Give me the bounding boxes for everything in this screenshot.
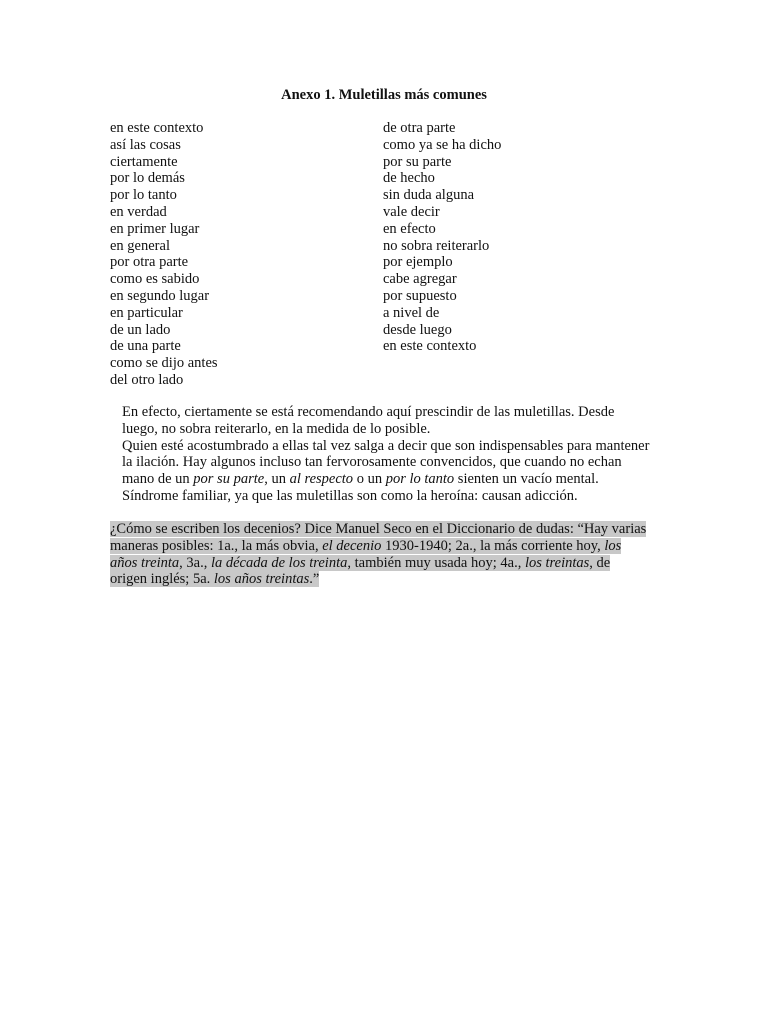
- text-run: sienten un vacío mental. Síndrome familiar, ya que las muletillas son como la heroína: causan adicción.: [122, 471, 599, 504]
- text-run: Quien esté acostumbrado a ellas tal vez salga a decir que son indispensables para mantener la ilación. Hay algunos incluso tan fervorosamente convencidos, que cuando no echan mano de un: [122, 437, 650, 488]
- italic-phrase: los años treintas: [213, 571, 310, 588]
- list-item: en este contexto: [110, 120, 204, 136]
- list-item: vale decir: [383, 203, 440, 220]
- list-item: del otro lado: [110, 371, 184, 388]
- list-item: en efecto: [383, 220, 436, 237]
- list-item: por su parte: [383, 153, 452, 170]
- page-title: Anexo 1. Muletillas más comunes: [281, 87, 487, 103]
- list-item: como se dijo antes: [110, 355, 218, 372]
- list-item: de hecho: [383, 170, 435, 187]
- list-item: de un lado: [110, 321, 171, 338]
- list-item: de una parte: [110, 338, 181, 355]
- list-item: de otra parte: [383, 120, 456, 136]
- list-item: no sobra reiterarlo: [383, 237, 490, 254]
- paragraph-decenios-highlighted: [110, 521, 650, 588]
- list-item: por lo demás: [110, 170, 185, 187]
- paragraph-sentence: [110, 438, 650, 505]
- highlighted-text: [110, 521, 646, 587]
- list-item: por lo tanto: [110, 187, 177, 204]
- italic-phrase: por su parte: [193, 471, 265, 488]
- list-item: en general: [110, 237, 170, 254]
- text-run: o un: [353, 471, 386, 488]
- list-item: ciertamente: [110, 153, 178, 170]
- list-item: a nivel de: [383, 304, 440, 321]
- italic-phrase: el decenio: [322, 537, 382, 554]
- list-item: en este contexto: [383, 338, 477, 355]
- text-run: , también muy usada hoy; 4a.,: [347, 554, 525, 571]
- list-item: así las cosas: [110, 136, 181, 153]
- italic-phrase: los treintas: [524, 554, 590, 571]
- list-item: en primer lugar: [110, 220, 200, 237]
- paragraph-sentence: En efecto, ciertamente se está recomendando aquí prescindir de las muletillas. Desde luego, no sobra reiterarlo, en la medida de lo posible.: [122, 404, 615, 437]
- list-item: en verdad: [110, 203, 167, 220]
- list-item: como ya se ha dicho: [383, 136, 502, 153]
- italic-phrase: por lo tanto: [385, 471, 455, 488]
- italic-phrase: la década de los treinta: [210, 554, 348, 571]
- muletillas-list-right: [383, 120, 501, 355]
- text-run: 1930-1940; 2a., la más corriente hoy,: [381, 537, 605, 554]
- text-run: , de origen inglés; 5a.: [110, 554, 611, 588]
- list-item: como es sabido: [110, 271, 200, 288]
- text-run: ¿Cómo se escriben los decenios? Dice Manuel Seco en el Diccionario de dudas: “Hay varias maneras posibles: 1a., la más obvia,: [110, 521, 647, 554]
- paragraph-muletillas: [110, 404, 650, 505]
- text-run: , 3a.,: [179, 554, 211, 571]
- list-item: por ejemplo: [383, 254, 453, 271]
- list-item: en particular: [110, 304, 183, 321]
- italic-phrase: los años treinta: [110, 537, 622, 571]
- list-item: sin duda alguna: [383, 187, 475, 204]
- text-run: .”: [309, 571, 320, 588]
- italic-phrase: al respecto: [289, 471, 354, 488]
- list-item: en segundo lugar: [110, 287, 210, 304]
- list-item: desde luego: [383, 321, 452, 338]
- list-item: por otra parte: [110, 254, 189, 271]
- list-item: por supuesto: [383, 287, 457, 304]
- text-run: , un: [264, 471, 290, 488]
- list-item: cabe agregar: [383, 271, 457, 288]
- muletillas-list-left: [110, 120, 218, 389]
